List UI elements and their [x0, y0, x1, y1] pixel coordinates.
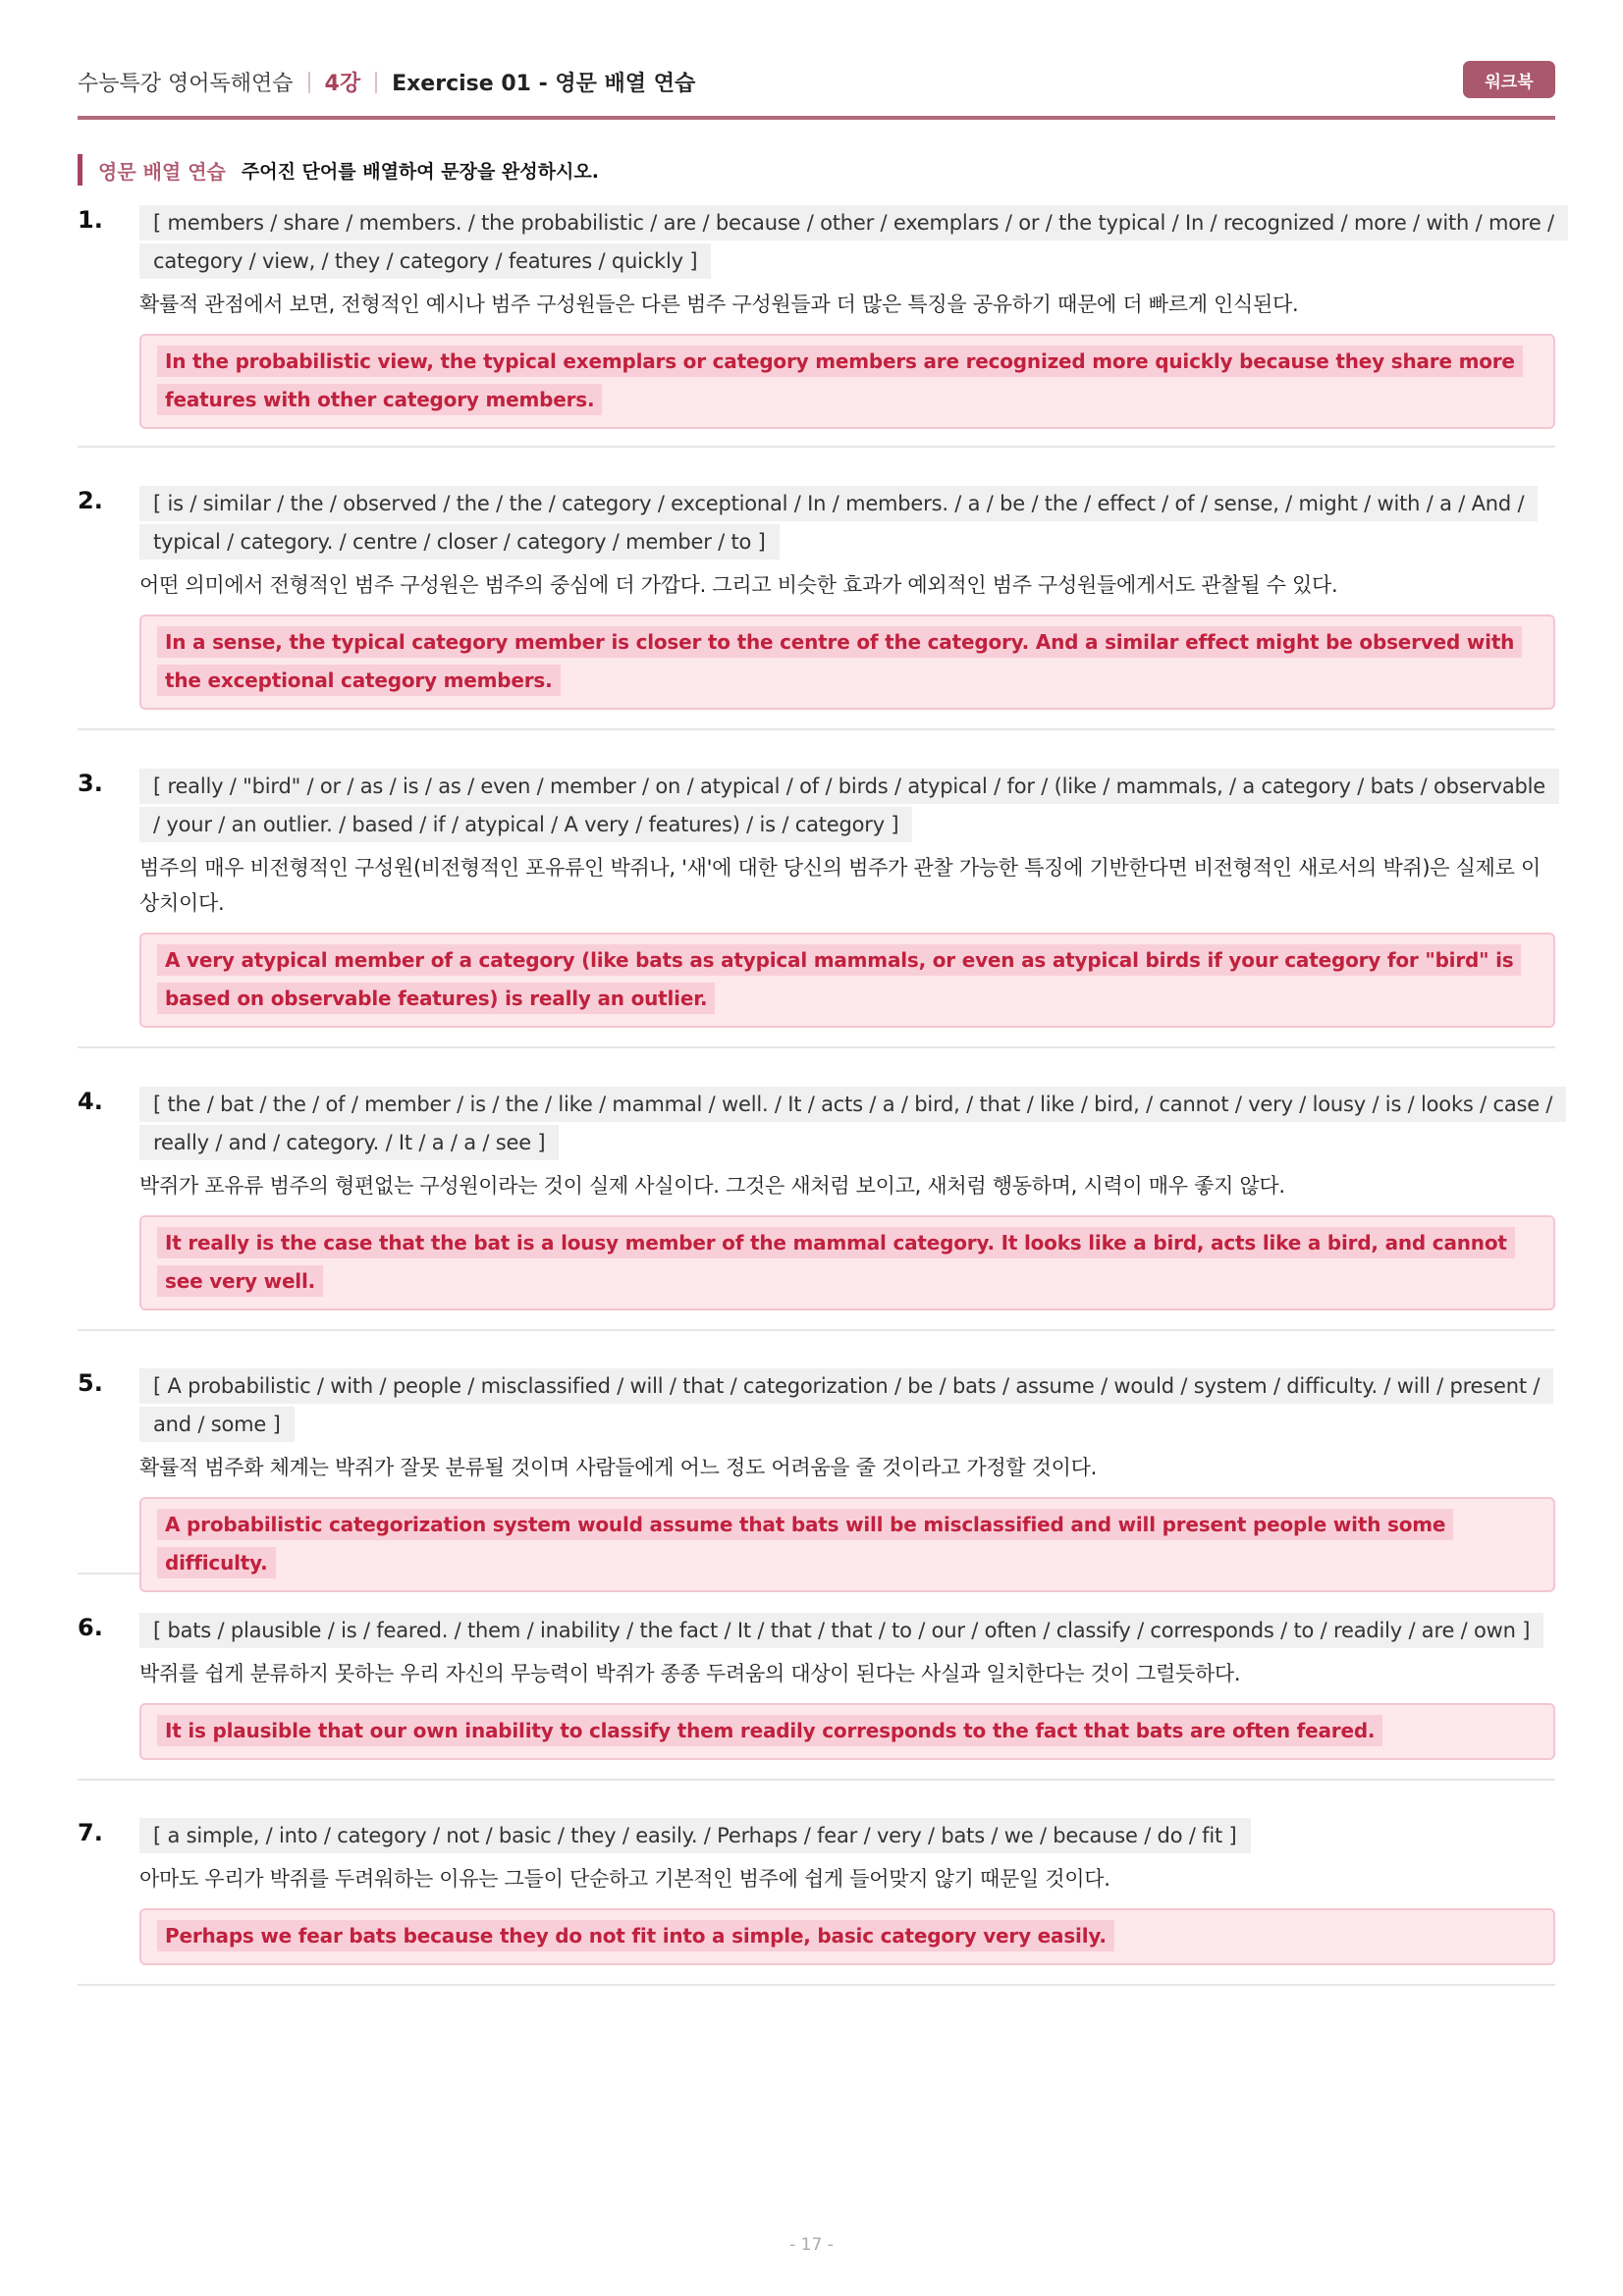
lesson-number: 4강	[324, 72, 361, 96]
word-bank-text: [ the / bat / the / of / member / is / the / like / mammal / well. / It / acts / a / bird, / that / like / bird, / cannot / very / lousy / is / looks / case / really / and / category. / It / a / a / see ]	[139, 1087, 1566, 1160]
word-bank-text: [ bats / plausible / is / feared. / them / inability / the fact / It / that / that / to / our / often / classify / corresponds / to / readily / are / own ]	[139, 1613, 1543, 1648]
question-number: 2.	[78, 487, 103, 514]
answer-text: It is plausible that our own inability to classify them readily corresponds to the fact that bats are often feared.	[157, 1715, 1382, 1746]
korean-translation: 어떤 의미에서 전형적인 범주 구성원은 범주의 중심에 더 가깝다. 그리고 비슷한 효과가 예외적인 범주 구성원들에게서도 관찰될 수 있다.	[139, 573, 1338, 597]
question-item	[78, 1086, 1555, 1331]
answer-text: In a sense, the typical category member is closer to the centre of the category. And a similar effect might be observed with the exceptional category members.	[157, 626, 1522, 696]
answer-text: A very atypical member of a category (like bats as atypical mammals, or even as atypical birds if your category for "bird" is based on observable features) is really an outlier.	[157, 944, 1521, 1014]
korean-translation: 범주의 매우 비전형적인 구성원(비전형적인 포유류인 박쥐나, '새'에 대한 당신의 범주가 관찰 가능한 특징에 기반한다면 비전형적인 새로서의 박쥐)은 실제로 이상치이다.	[139, 856, 1541, 915]
workbook-badge: 워크북	[1463, 61, 1555, 98]
word-bank-text: [ members / share / members. / the probabilistic / are / because / other / exemplars / or / the typical / In / recognized / more / with / more / category / view, / they / category / features / quickly ]	[139, 205, 1568, 279]
word-bank	[139, 485, 1555, 561]
section-label: 영문 배열 연습	[98, 159, 226, 184]
word-bank-text: [ really / "bird" / or / as / is / as / even / member / on / atypical / of / birds / atypical / for / (like / mammals, / a category / bats / observable / your / an outlier. / based / if / atypical / A very / features) / is / category ]	[139, 769, 1559, 842]
word-bank-text: [ A probabilistic / with / people / misclassified / will / that / categorization / be / bats / assume / would / system / difficulty. / will / present / and / some ]	[139, 1368, 1553, 1442]
question-item	[78, 1612, 1555, 1781]
answer-box	[139, 1703, 1555, 1760]
series-title: 수능특강 영어독해연습	[78, 72, 294, 96]
answer-text: Perhaps we fear bats because they do not fit into a simple, basic category very easily.	[157, 1920, 1114, 1951]
page-number: - 17 -	[789, 2235, 834, 2255]
header-divider	[375, 72, 377, 93]
question-item	[78, 768, 1555, 1048]
korean-translation: 확률적 관점에서 보면, 전형적인 예시나 범주 구성원들은 다른 범주 구성원들과 더 많은 특징을 공유하기 때문에 더 빠르게 인식된다.	[139, 293, 1299, 316]
word-bank	[139, 204, 1555, 281]
word-bank	[139, 1367, 1555, 1444]
question-number: 6.	[78, 1614, 103, 1641]
question-number: 4.	[78, 1088, 103, 1115]
word-bank	[139, 1817, 1555, 1855]
answer-box	[139, 1908, 1555, 1965]
question-number: 3.	[78, 770, 103, 797]
question-item	[78, 1817, 1555, 1986]
korean-translation: 아마도 우리가 박쥐를 두려워하는 이유는 그들이 단순하고 기본적인 범주에 쉽게 들어맞지 않기 때문일 것이다.	[139, 1867, 1110, 1891]
korean-translation: 박쥐가 포유류 범주의 형편없는 구성원이라는 것이 실제 사실이다. 그것은 새처럼 보이고, 새처럼 행동하며, 시력이 매우 좋지 않다.	[139, 1174, 1285, 1198]
header-breadcrumb	[78, 67, 695, 97]
question-number: 1.	[78, 206, 103, 234]
question-item	[78, 204, 1555, 448]
question-number: 5.	[78, 1369, 103, 1397]
answer-box	[139, 1497, 1555, 1592]
question-number: 7.	[78, 1819, 103, 1846]
word-bank	[139, 768, 1555, 844]
section-heading	[78, 154, 599, 186]
answer-text: In the probabilistic view, the typical exemplars or category members are recognized more quickly because they share more features with other category members.	[157, 346, 1523, 415]
word-bank-text: [ is / similar / the / observed / the / the / category / exceptional / In / members. / a / be / the / effect / of / sense, / might / with / a / And / typical / category. / centre / closer / category / member / to ]	[139, 486, 1538, 560]
question-item	[78, 1367, 1555, 1575]
answer-box	[139, 334, 1555, 429]
answer-text: A probabilistic categorization system would assume that bats will be misclassified and will present people with some difficulty.	[157, 1509, 1453, 1578]
page-header	[78, 59, 1555, 120]
exercise-title: Exercise 01 - 영문 배열 연습	[392, 72, 696, 96]
korean-translation: 박쥐를 쉽게 분류하지 못하는 우리 자신의 무능력이 박쥐가 종종 두려움의 대상이 된다는 사실과 일치한다는 것이 그럴듯하다.	[139, 1662, 1241, 1685]
section-instruction: 주어진 단어를 배열하여 문장을 완성하시오.	[241, 160, 599, 183]
answer-box	[139, 1215, 1555, 1310]
word-bank-text: [ a simple, / into / category / not / basic / they / easily. / Perhaps / fear / very / bats / we / because / do / fit ]	[139, 1818, 1251, 1853]
question-item	[78, 485, 1555, 730]
header-divider	[308, 72, 310, 93]
answer-text: It really is the case that the bat is a lousy member of the mammal category. It looks like a bird, acts like a bird, and cannot see very well.	[157, 1227, 1515, 1297]
word-bank	[139, 1612, 1555, 1650]
answer-box	[139, 614, 1555, 710]
korean-translation: 확률적 범주화 체계는 박쥐가 잘못 분류될 것이며 사람들에게 어느 정도 어려움을 줄 것이라고 가정할 것이다.	[139, 1456, 1098, 1479]
answer-box	[139, 933, 1555, 1028]
word-bank	[139, 1086, 1555, 1162]
